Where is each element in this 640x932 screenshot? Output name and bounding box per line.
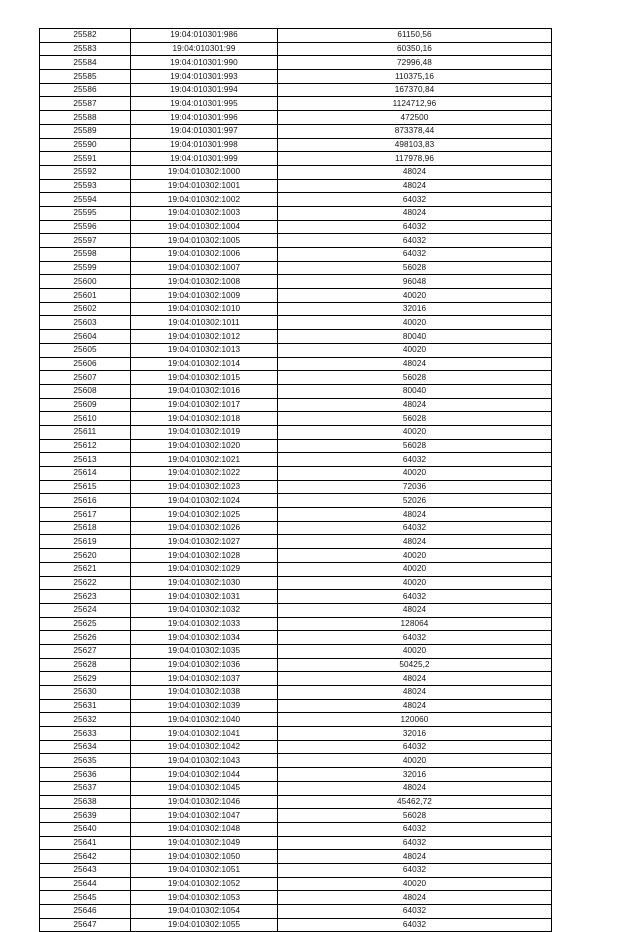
table-row <box>40 603 552 617</box>
table-row <box>40 193 552 207</box>
table-row <box>40 754 552 768</box>
row-number-cell: 25623 <box>40 590 131 604</box>
cadastral-number-cell: 19:04:010302:1043 <box>131 754 278 768</box>
cadastral-number-cell: 19:04:010302:1003 <box>131 206 278 220</box>
table-row <box>40 97 552 111</box>
table-row <box>40 234 552 248</box>
row-number-cell: 25594 <box>40 193 131 207</box>
value-cell: 64032 <box>278 453 552 467</box>
value-cell: 32016 <box>278 727 552 741</box>
table-row <box>40 644 552 658</box>
row-number-cell: 25606 <box>40 357 131 371</box>
cadastral-number-cell: 19:04:010302:1009 <box>131 289 278 303</box>
row-number-cell: 25640 <box>40 822 131 836</box>
value-cell: 472500 <box>278 111 552 125</box>
cadastral-number-cell: 19:04:010302:1039 <box>131 699 278 713</box>
value-cell: 56028 <box>278 261 552 275</box>
table-row <box>40 795 552 809</box>
cadastral-number-cell: 19:04:010302:1052 <box>131 877 278 891</box>
value-cell: 128064 <box>278 617 552 631</box>
cadastral-number-cell: 19:04:010302:1046 <box>131 795 278 809</box>
value-cell: 48024 <box>278 535 552 549</box>
value-cell: 48024 <box>278 206 552 220</box>
cadastral-number-cell: 19:04:010302:1030 <box>131 576 278 590</box>
value-cell: 48024 <box>278 165 552 179</box>
table-row <box>40 699 552 713</box>
row-number-cell: 25596 <box>40 220 131 234</box>
cadastral-number-cell: 19:04:010301:986 <box>131 29 278 43</box>
value-cell: 64032 <box>278 193 552 207</box>
value-cell: 64032 <box>278 248 552 262</box>
row-number-cell: 25587 <box>40 97 131 111</box>
row-number-cell: 25613 <box>40 453 131 467</box>
value-cell: 60350,16 <box>278 42 552 56</box>
value-cell: 40020 <box>278 549 552 563</box>
value-cell: 1124712,96 <box>278 97 552 111</box>
row-number-cell: 25597 <box>40 234 131 248</box>
value-cell: 40020 <box>278 467 552 481</box>
table-row <box>40 535 552 549</box>
value-cell: 64032 <box>278 905 552 919</box>
value-cell: 45462,72 <box>278 795 552 809</box>
table-row <box>40 111 552 125</box>
table-row <box>40 330 552 344</box>
value-cell: 40020 <box>278 289 552 303</box>
table-row <box>40 453 552 467</box>
row-number-cell: 25626 <box>40 631 131 645</box>
table-row <box>40 384 552 398</box>
cadastral-number-cell: 19:04:010302:1042 <box>131 740 278 754</box>
table-row <box>40 713 552 727</box>
cadastral-number-cell: 19:04:010302:1029 <box>131 562 278 576</box>
cadastral-number-cell: 19:04:010301:990 <box>131 56 278 70</box>
value-cell: 56028 <box>278 809 552 823</box>
value-cell: 52026 <box>278 494 552 508</box>
table-row <box>40 562 552 576</box>
cadastral-number-cell: 19:04:010302:1055 <box>131 918 278 932</box>
value-cell: 80040 <box>278 384 552 398</box>
table-row <box>40 179 552 193</box>
value-cell: 56028 <box>278 371 552 385</box>
table-row <box>40 302 552 316</box>
table-row <box>40 439 552 453</box>
value-cell: 48024 <box>278 398 552 412</box>
table-row <box>40 877 552 891</box>
row-number-cell: 25601 <box>40 289 131 303</box>
row-number-cell: 25618 <box>40 521 131 535</box>
row-number-cell: 25631 <box>40 699 131 713</box>
cadastral-number-cell: 19:04:010301:996 <box>131 111 278 125</box>
row-number-cell: 25642 <box>40 850 131 864</box>
table-row <box>40 863 552 877</box>
table-row <box>40 412 552 426</box>
cadastral-number-cell: 19:04:010302:1007 <box>131 261 278 275</box>
cadastral-number-cell: 19:04:010302:1027 <box>131 535 278 549</box>
cadastral-number-cell: 19:04:010302:1036 <box>131 658 278 672</box>
value-cell: 40020 <box>278 343 552 357</box>
cadastral-number-cell: 19:04:010302:1020 <box>131 439 278 453</box>
table-row <box>40 740 552 754</box>
table-row <box>40 836 552 850</box>
value-cell: 40020 <box>278 316 552 330</box>
table-row <box>40 42 552 56</box>
row-number-cell: 25604 <box>40 330 131 344</box>
row-number-cell: 25610 <box>40 412 131 426</box>
cadastral-number-cell: 19:04:010302:1002 <box>131 193 278 207</box>
value-cell: 56028 <box>278 439 552 453</box>
value-cell: 48024 <box>278 179 552 193</box>
value-cell: 50425,2 <box>278 658 552 672</box>
value-cell: 40020 <box>278 562 552 576</box>
row-number-cell: 25647 <box>40 918 131 932</box>
row-number-cell: 25633 <box>40 727 131 741</box>
cadastral-number-cell: 19:04:010302:1026 <box>131 521 278 535</box>
value-cell: 48024 <box>278 699 552 713</box>
value-cell: 72036 <box>278 480 552 494</box>
table-row <box>40 494 552 508</box>
value-cell: 80040 <box>278 330 552 344</box>
value-cell: 64032 <box>278 220 552 234</box>
row-number-cell: 25592 <box>40 165 131 179</box>
value-cell: 167370,84 <box>278 83 552 97</box>
cadastral-number-cell: 19:04:010302:1008 <box>131 275 278 289</box>
row-number-cell: 25636 <box>40 768 131 782</box>
cadastral-number-cell: 19:04:010301:999 <box>131 152 278 166</box>
cadastral-number-cell: 19:04:010302:1031 <box>131 590 278 604</box>
cadastral-number-cell: 19:04:010302:1047 <box>131 809 278 823</box>
row-number-cell: 25615 <box>40 480 131 494</box>
value-cell: 64032 <box>278 521 552 535</box>
row-number-cell: 25625 <box>40 617 131 631</box>
row-number-cell: 25646 <box>40 905 131 919</box>
value-cell: 40020 <box>278 877 552 891</box>
value-cell: 117978,96 <box>278 152 552 166</box>
cadastral-number-cell: 19:04:010301:99 <box>131 42 278 56</box>
table-row <box>40 631 552 645</box>
cadastral-number-cell: 19:04:010301:995 <box>131 97 278 111</box>
cadastral-number-cell: 19:04:010302:1012 <box>131 330 278 344</box>
value-cell: 40020 <box>278 576 552 590</box>
table-row <box>40 275 552 289</box>
row-number-cell: 25607 <box>40 371 131 385</box>
cadastral-number-cell: 19:04:010302:1037 <box>131 672 278 686</box>
value-cell: 40020 <box>278 425 552 439</box>
table-row <box>40 70 552 84</box>
table-row <box>40 467 552 481</box>
value-cell: 48024 <box>278 508 552 522</box>
table-row <box>40 768 552 782</box>
table-row <box>40 672 552 686</box>
value-cell: 32016 <box>278 768 552 782</box>
cadastral-number-cell: 19:04:010302:1041 <box>131 727 278 741</box>
row-number-cell: 25599 <box>40 261 131 275</box>
row-number-cell: 25617 <box>40 508 131 522</box>
row-number-cell: 25585 <box>40 70 131 84</box>
table-row <box>40 398 552 412</box>
table-row <box>40 850 552 864</box>
value-cell: 48024 <box>278 686 552 700</box>
row-number-cell: 25643 <box>40 863 131 877</box>
row-number-cell: 25632 <box>40 713 131 727</box>
cadastral-number-cell: 19:04:010302:1013 <box>131 343 278 357</box>
cadastral-number-cell: 19:04:010302:1006 <box>131 248 278 262</box>
table-row <box>40 248 552 262</box>
cadastral-number-cell: 19:04:010302:1034 <box>131 631 278 645</box>
cadastral-number-cell: 19:04:010301:998 <box>131 138 278 152</box>
row-number-cell: 25595 <box>40 206 131 220</box>
row-number-cell: 25588 <box>40 111 131 125</box>
row-number-cell: 25622 <box>40 576 131 590</box>
table-row <box>40 56 552 70</box>
cadastral-number-cell: 19:04:010302:1000 <box>131 165 278 179</box>
row-number-cell: 25609 <box>40 398 131 412</box>
table-row <box>40 289 552 303</box>
row-number-cell: 25591 <box>40 152 131 166</box>
row-number-cell: 25637 <box>40 781 131 795</box>
row-number-cell: 25614 <box>40 467 131 481</box>
table-row <box>40 905 552 919</box>
cadastral-number-cell: 19:04:010301:993 <box>131 70 278 84</box>
value-cell: 96048 <box>278 275 552 289</box>
value-cell: 64032 <box>278 863 552 877</box>
cadastral-number-cell: 19:04:010302:1053 <box>131 891 278 905</box>
value-cell: 64032 <box>278 740 552 754</box>
table-row <box>40 918 552 932</box>
value-cell: 48024 <box>278 781 552 795</box>
cadastral-number-cell: 19:04:010302:1040 <box>131 713 278 727</box>
table-row <box>40 727 552 741</box>
cadastral-number-cell: 19:04:010302:1021 <box>131 453 278 467</box>
table-row <box>40 617 552 631</box>
cadastral-number-cell: 19:04:010302:1038 <box>131 686 278 700</box>
value-cell: 64032 <box>278 631 552 645</box>
row-number-cell: 25645 <box>40 891 131 905</box>
row-number-cell: 25644 <box>40 877 131 891</box>
row-number-cell: 25616 <box>40 494 131 508</box>
row-number-cell: 25628 <box>40 658 131 672</box>
value-cell: 873378,44 <box>278 124 552 138</box>
data-table <box>39 28 552 932</box>
cadastral-number-cell: 19:04:010302:1032 <box>131 603 278 617</box>
value-cell: 72996,48 <box>278 56 552 70</box>
row-number-cell: 25602 <box>40 302 131 316</box>
table-row <box>40 316 552 330</box>
table-row <box>40 549 552 563</box>
row-number-cell: 25590 <box>40 138 131 152</box>
table-row <box>40 165 552 179</box>
table-row <box>40 83 552 97</box>
value-cell: 110375,16 <box>278 70 552 84</box>
row-number-cell: 25624 <box>40 603 131 617</box>
value-cell: 61150,56 <box>278 29 552 43</box>
table-row <box>40 29 552 43</box>
row-number-cell: 25620 <box>40 549 131 563</box>
table-row <box>40 480 552 494</box>
row-number-cell: 25611 <box>40 425 131 439</box>
value-cell: 48024 <box>278 603 552 617</box>
row-number-cell: 25612 <box>40 439 131 453</box>
row-number-cell: 25635 <box>40 754 131 768</box>
table-row <box>40 809 552 823</box>
value-cell: 64032 <box>278 822 552 836</box>
row-number-cell: 25621 <box>40 562 131 576</box>
table-row <box>40 124 552 138</box>
table-row <box>40 508 552 522</box>
value-cell: 64032 <box>278 590 552 604</box>
row-number-cell: 25634 <box>40 740 131 754</box>
cadastral-number-cell: 19:04:010302:1054 <box>131 905 278 919</box>
table-row <box>40 371 552 385</box>
value-cell: 498103,83 <box>278 138 552 152</box>
row-number-cell: 25629 <box>40 672 131 686</box>
table-row <box>40 206 552 220</box>
cadastral-number-cell: 19:04:010302:1001 <box>131 179 278 193</box>
value-cell: 64032 <box>278 918 552 932</box>
value-cell: 48024 <box>278 891 552 905</box>
row-number-cell: 25583 <box>40 42 131 56</box>
table-body <box>40 29 552 932</box>
cadastral-number-cell: 19:04:010302:1023 <box>131 480 278 494</box>
cadastral-number-cell: 19:04:010301:994 <box>131 83 278 97</box>
cadastral-number-cell: 19:04:010302:1045 <box>131 781 278 795</box>
cadastral-number-cell: 19:04:010302:1044 <box>131 768 278 782</box>
table-row <box>40 425 552 439</box>
cadastral-number-cell: 19:04:010302:1050 <box>131 850 278 864</box>
table-row <box>40 590 552 604</box>
cadastral-number-cell: 19:04:010302:1014 <box>131 357 278 371</box>
value-cell: 32016 <box>278 302 552 316</box>
table-row <box>40 357 552 371</box>
row-number-cell: 25605 <box>40 343 131 357</box>
value-cell: 120060 <box>278 713 552 727</box>
row-number-cell: 25641 <box>40 836 131 850</box>
cadastral-number-cell: 19:04:010302:1033 <box>131 617 278 631</box>
value-cell: 40020 <box>278 754 552 768</box>
row-number-cell: 25589 <box>40 124 131 138</box>
row-number-cell: 25627 <box>40 644 131 658</box>
table-row <box>40 822 552 836</box>
cadastral-number-cell: 19:04:010302:1011 <box>131 316 278 330</box>
value-cell: 64032 <box>278 836 552 850</box>
table-row <box>40 658 552 672</box>
row-number-cell: 25638 <box>40 795 131 809</box>
table-row <box>40 261 552 275</box>
value-cell: 64032 <box>278 234 552 248</box>
row-number-cell: 25582 <box>40 29 131 43</box>
row-number-cell: 25608 <box>40 384 131 398</box>
cadastral-number-cell: 19:04:010302:1035 <box>131 644 278 658</box>
row-number-cell: 25603 <box>40 316 131 330</box>
row-number-cell: 25639 <box>40 809 131 823</box>
cadastral-number-cell: 19:04:010302:1004 <box>131 220 278 234</box>
cadastral-number-cell: 19:04:010302:1025 <box>131 508 278 522</box>
cadastral-number-cell: 19:04:010302:1049 <box>131 836 278 850</box>
table-row <box>40 686 552 700</box>
table-row <box>40 576 552 590</box>
row-number-cell: 25593 <box>40 179 131 193</box>
cadastral-number-cell: 19:04:010302:1022 <box>131 467 278 481</box>
cadastral-number-cell: 19:04:010302:1051 <box>131 863 278 877</box>
cadastral-number-cell: 19:04:010302:1005 <box>131 234 278 248</box>
row-number-cell: 25600 <box>40 275 131 289</box>
cadastral-number-cell: 19:04:010302:1016 <box>131 384 278 398</box>
cadastral-number-cell: 19:04:010302:1019 <box>131 425 278 439</box>
value-cell: 56028 <box>278 412 552 426</box>
cadastral-number-cell: 19:04:010302:1024 <box>131 494 278 508</box>
cadastral-number-cell: 19:04:010302:1018 <box>131 412 278 426</box>
table-row <box>40 138 552 152</box>
cadastral-number-cell: 19:04:010302:1010 <box>131 302 278 316</box>
table-row <box>40 152 552 166</box>
table-row <box>40 220 552 234</box>
cadastral-number-cell: 19:04:010302:1017 <box>131 398 278 412</box>
cadastral-number-cell: 19:04:010302:1015 <box>131 371 278 385</box>
value-cell: 48024 <box>278 850 552 864</box>
row-number-cell: 25619 <box>40 535 131 549</box>
table-row <box>40 343 552 357</box>
table-row <box>40 891 552 905</box>
cadastral-number-cell: 19:04:010302:1028 <box>131 549 278 563</box>
cadastral-number-cell: 19:04:010301:997 <box>131 124 278 138</box>
value-cell: 40020 <box>278 644 552 658</box>
table-row <box>40 521 552 535</box>
row-number-cell: 25586 <box>40 83 131 97</box>
row-number-cell: 25584 <box>40 56 131 70</box>
cadastral-number-cell: 19:04:010302:1048 <box>131 822 278 836</box>
value-cell: 48024 <box>278 357 552 371</box>
table-row <box>40 781 552 795</box>
row-number-cell: 25630 <box>40 686 131 700</box>
value-cell: 48024 <box>278 672 552 686</box>
row-number-cell: 25598 <box>40 248 131 262</box>
